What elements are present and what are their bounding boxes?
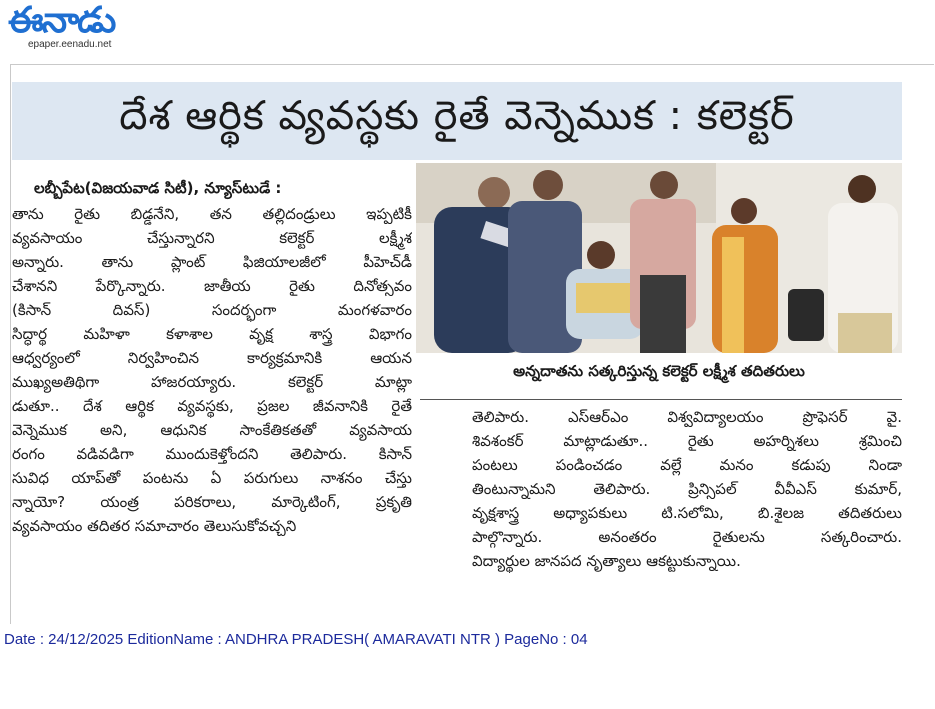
text-line: శివశంకర్ మాట్లాడుతూ.. రైతు అహర్నిశలు శ్రమించి	[472, 432, 902, 450]
text-line: వ్యవసాయం చేస్తున్నారని కలెక్టర్ లక్ష్మీశ	[12, 229, 412, 247]
photo-caption: అన్నదాతను సత్కరిస్తున్న కలెక్టర్ లక్ష్మీశ తదితరులు	[513, 362, 805, 380]
text-line: (కిసాన్ దివస్) సందర్భంగా మంగళవారం	[12, 301, 412, 319]
text-line: సువిధ యాప్‌తో పంటను ఏ పరుగులు నాశనం చేస్తు	[12, 469, 412, 487]
caption-divider	[420, 399, 902, 400]
text-line: పంటలు పండించడం వల్లే మనం కడుపు నిండా	[472, 456, 902, 474]
column-2-text	[472, 405, 902, 573]
text-line: ఆధ్వర్యంలో నిర్వహించిన కార్యక్రమానికి ఆయన	[12, 349, 412, 367]
text-line: పాల్గొన్నారు. అనంతరం రైతులను సత్కరించారు.	[472, 528, 902, 546]
dateline: లబ్బీపేట(విజయవాడ సిటీ), న్యూస్‌టుడే :	[34, 179, 282, 197]
photo-illustration	[416, 163, 902, 353]
text-line: తింటున్నామని తెలిపారు. ప్రిన్సిపల్ వీవీఎస్ కుమార్,	[472, 480, 902, 498]
headline-band	[12, 82, 902, 160]
text-line: తాను రైతు బిడ్డనేని, తన తల్లిదండ్రులు ఇప్పటికీ	[12, 205, 412, 223]
text-line: తెలిపారు. ఎస్ఆర్ఎం విశ్వవిద్యాలయం ప్రొఫెసర్ వై.	[472, 408, 902, 426]
text-line: వృక్షశాస్త్ర అధ్యాపకులు టి.సలోమి, బి.శైలజ తదితరులు	[472, 504, 902, 522]
article-headline: దేశ ఆర్థిక వ్యవస్థకు రైతే వెన్నెముక : కలెక్టర్	[119, 93, 795, 139]
text-line: వ్యవసాయం తదితర సమాచారం తెలుసుకోవచ్చని	[12, 517, 297, 535]
site-url: epaper.eenadu.net	[28, 39, 112, 50]
photo-caption-wrap	[416, 355, 902, 391]
eenadu-logo	[8, 2, 136, 52]
text-line: చేశానని పేర్కొన్నారు. జాతీయ రైతు దినోత్సవం	[12, 277, 412, 295]
clipping-left-border	[10, 64, 11, 624]
article-column-1	[12, 176, 412, 538]
text-line: అన్నారు. తాను ప్లాంట్ ఫిజియాలజీలో పీహెచ్‌డీ	[12, 253, 412, 271]
text-line: రంగం వడివడిగా ముందుకెళ్తోందని తెలిపారు. కిసాన్	[12, 445, 412, 463]
text-line: ముఖ్యఅతిథిగా హాజరయ్యారు. కలెక్టర్ మాట్లా	[12, 373, 412, 391]
text-line: వెన్నెముక అని, ఆధునిక సాంకేతికతతో వ్యవసాయ	[12, 421, 412, 439]
text-line: న్నాయో? యంత్ర పరికరాలు, మార్కెటింగ్, ప్రకృతి	[12, 493, 412, 511]
column-1-text	[12, 202, 412, 538]
article-column-2	[472, 405, 902, 573]
text-line: సిద్ధార్థ మహిళా కళాశాల వృక్ష శాస్త్ర విభాగం	[12, 325, 412, 343]
logo-wordmark: ఈనాడు	[8, 0, 115, 41]
edition-footer: Date : 24/12/2025 EditionName : ANDHRA PRADESH( AMARAVATI NTR ) PageNo : 04	[4, 631, 588, 648]
clipping-top-border	[10, 64, 934, 65]
text-line: డుతూ.. దేశ ఆర్థిక వ్యవస్థకు, ప్రజల జీవనానికి రైతే	[12, 397, 412, 415]
news-photo	[416, 163, 902, 353]
text-line: విద్యార్థుల జానపద నృత్యాలు ఆకట్టుకున్నాయి.	[472, 552, 741, 570]
